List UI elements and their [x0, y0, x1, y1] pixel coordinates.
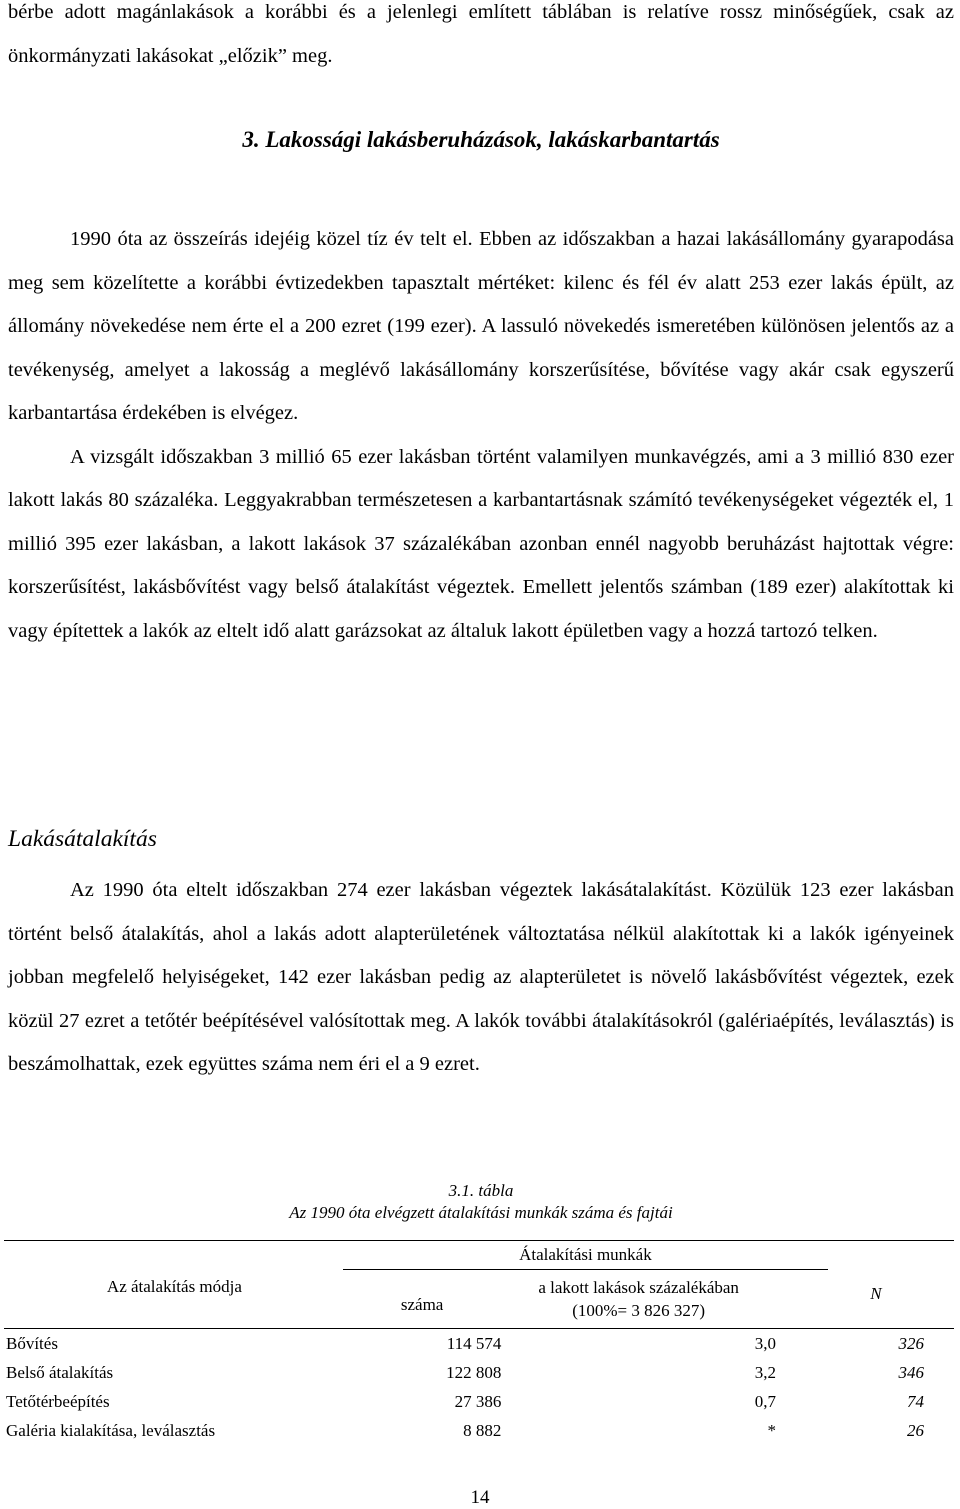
cell-type: Galéria kialakítása, leválasztás — [6, 1420, 216, 1440]
cell-n: 74 — [907, 1391, 924, 1411]
header-share-line1: a lakott lakások százalékában — [538, 1278, 739, 1297]
cell-type: Bővítés — [6, 1333, 58, 1353]
page-number: 14 — [470, 1487, 490, 1508]
data-table — [4, 1240, 954, 1445]
header-share — [501, 1270, 828, 1329]
cell-n: 326 — [898, 1333, 924, 1353]
table-row — [4, 1387, 954, 1416]
cell-count: 27 386 — [454, 1391, 502, 1411]
header-n: N — [828, 1241, 954, 1329]
cell-count: 8 882 — [463, 1420, 502, 1440]
cell-type: Tetőtérbeépítés — [6, 1391, 110, 1411]
table-number: 3.1. tábla — [448, 1181, 514, 1200]
cell-share: * — [767, 1420, 776, 1440]
section-heading: 3. Lakossági lakásberuházások, lakáskarbantartás — [242, 127, 720, 152]
cell-n: 26 — [907, 1420, 924, 1440]
cell-n: 346 — [898, 1362, 924, 1382]
body-paragraph: Az 1990 óta eltelt időszakban 274 ezer lakásban végeztek lakásátalakítást. Közülük 123 ezer lakásban történt belső átalakítás, ahol a lakás adott alapterületének változtatása nélkül alakítottak ki a lakók igényeinek jobban megfelelő helyiségeket, 142 ezer lakásban pedig az alapterületet is növelő lakásbővítést végeztek, ezek közül 27 ezret a tetőtér beépítésével valósítottak meg. A lakók további átalakításokról (galériaépítés, leválasztás) is beszámolhattak, ezek együttes száma nem éri el a 9 ezret. — [8, 879, 954, 1075]
header-type: Az átalakítás módja — [4, 1241, 343, 1329]
cell-share: 3,0 — [754, 1333, 776, 1353]
header-share-line2: (100%= 3 826 327) — [572, 1301, 706, 1320]
cell-type: Belső átalakítás — [6, 1362, 114, 1382]
cell-count: 114 574 — [446, 1333, 502, 1353]
sub-heading: Lakásátalakítás — [8, 826, 157, 852]
cell-share: 3,2 — [754, 1362, 776, 1382]
table-row — [4, 1358, 954, 1387]
body-paragraph: 1990 óta az összeírás idejéig közel tíz év telt el. Ebben az időszakban a hazai lakásállomány gyarapodása meg sem közelítette a korábbi évtizedekben tapasztalt mértéket: kilenc és fél év alatt 253 ezer lakás épült, az állomány növekedése nem érte el a 200 ezret (199 ezer). A lassuló növekedés ismeretében különösen jelentős az a tevékenység, amelyet a lakosság a meglévő lakásállomány korszerűsítése, bővítése vagy akár csak egyszerű karbantartása érdekében is elvégez. — [8, 228, 954, 424]
table-title: Az 1990 óta elvégzett átalakítási munkák száma és fajtái — [289, 1203, 673, 1222]
intro-paragraph: bérbe adott magánlakások a korábbi és a jelenlegi említett táblában is relatíve rossz minőségűek, csak az önkormányzati lakásokat „előzik” meg. — [8, 1, 954, 67]
body-paragraph: A vizsgált időszakban 3 millió 65 ezer lakásban történt valamilyen munkavégzés, ami a 3 millió 830 ezer lakott lakás 80 százaléka. Leggyakrabban természetesen a karbantartásnak számító tevékenységeket végezték el, 1 millió 395 ezer lakásban, a lakott lakások 37 százalékában azonban ennél nagyobb beruházást hajtottak végre: korszerűsítést, lakásbővítést vagy belső átalakítást végeztek. Emellett jelentős számban (189 ezer) alakítottak ki vagy építettek a lakók az eltelt idő alatt garázsokat az általuk lakott épületben vagy a hozzá tartozó telken. — [8, 445, 954, 642]
table-row — [4, 1416, 954, 1445]
header-count: száma — [343, 1270, 501, 1329]
section-body — [8, 218, 954, 653]
header-group: Átalakítási munkák — [343, 1241, 828, 1270]
table-row — [4, 1329, 954, 1359]
subsection-body — [8, 869, 954, 1087]
cell-share: 0,7 — [754, 1391, 776, 1411]
table-caption — [8, 1180, 954, 1224]
cell-count: 122 808 — [446, 1362, 502, 1382]
